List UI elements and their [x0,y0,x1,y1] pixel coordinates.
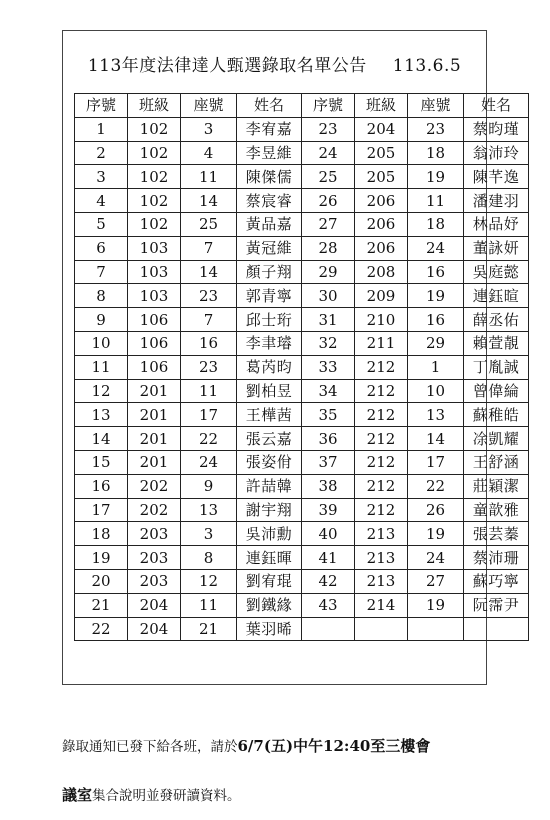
cell-serial: 6 [75,236,128,260]
column-header: 班級 [128,94,181,118]
cell-serial: 17 [75,498,128,522]
cell-seat: 23 [181,284,237,308]
cell-class: 202 [128,498,181,522]
cell-class: 213 [355,546,408,570]
cell-seat: 11 [181,379,237,403]
cell-seat: 3 [181,117,237,141]
cell-name: 郭青寧 [237,284,302,308]
cell-class: 103 [128,236,181,260]
column-header: 座號 [408,94,464,118]
cell-serial: 38 [302,474,355,498]
table-body [75,117,529,641]
cell-serial: 18 [75,522,128,546]
cell-name: 黃冠維 [237,236,302,260]
column-header: 姓名 [237,94,302,118]
cell-seat: 19 [408,522,464,546]
cell-class [355,617,408,641]
cell-name: 薛丞佑 [464,308,529,332]
table-row [75,260,529,284]
cell-class: 201 [128,427,181,451]
table-row [75,617,529,641]
cell-class: 204 [128,617,181,641]
cell-serial: 25 [302,165,355,189]
cell-name: 謝宇翔 [237,498,302,522]
cell-serial: 39 [302,498,355,522]
cell-seat: 11 [181,593,237,617]
cell-class: 206 [355,212,408,236]
table-row [75,498,529,522]
cell-class: 208 [355,260,408,284]
table-row [75,355,529,379]
column-header: 座號 [181,94,237,118]
cell-name: 劉鐵緣 [237,593,302,617]
admission-list-table [74,93,529,641]
table-row [75,284,529,308]
cell-seat: 14 [181,189,237,213]
cell-serial: 42 [302,569,355,593]
cell-serial: 11 [75,355,128,379]
notice-paragraph [62,722,502,820]
cell-name: 翁沛玲 [464,141,529,165]
cell-name: 童歆雅 [464,498,529,522]
cell-name: 葛芮昀 [237,355,302,379]
cell-serial: 1 [75,117,128,141]
cell-name: 邱士珩 [237,308,302,332]
cell-name: 董詠妍 [464,236,529,260]
notice-prefix: 錄取通知已發下給各班，請於 [62,739,238,755]
column-header: 姓名 [464,94,529,118]
cell-serial: 21 [75,593,128,617]
cell-seat: 22 [408,474,464,498]
cell-class: 205 [355,165,408,189]
cell-name: 陳傑儒 [237,165,302,189]
cell-name: 王舒涵 [464,450,529,474]
cell-serial: 4 [75,189,128,213]
cell-name: 蘇巧寧 [464,569,529,593]
cell-seat: 17 [181,403,237,427]
cell-name: 連鈺暄 [464,284,529,308]
cell-serial: 28 [302,236,355,260]
cell-class: 102 [128,189,181,213]
cell-seat: 19 [408,165,464,189]
cell-name: 許喆韓 [237,474,302,498]
table-row [75,569,529,593]
cell-serial: 7 [75,260,128,284]
cell-serial: 34 [302,379,355,403]
cell-seat: 19 [408,593,464,617]
cell-class: 201 [128,403,181,427]
cell-serial: 19 [75,546,128,570]
cell-seat: 9 [181,474,237,498]
cell-name: 賴萱靚 [464,331,529,355]
cell-name: 丁胤誠 [464,355,529,379]
cell-class: 201 [128,379,181,403]
cell-seat: 18 [408,212,464,236]
cell-seat: 12 [181,569,237,593]
cell-class: 213 [355,522,408,546]
cell-seat: 13 [181,498,237,522]
cell-seat: 11 [408,189,464,213]
cell-serial: 16 [75,474,128,498]
cell-serial: 32 [302,331,355,355]
cell-class: 106 [128,308,181,332]
cell-name: 蔡沛珊 [464,546,529,570]
cell-serial: 24 [302,141,355,165]
cell-seat: 23 [408,117,464,141]
cell-seat: 10 [408,379,464,403]
cell-name: 吳沛勳 [237,522,302,546]
cell-seat: 13 [408,403,464,427]
table-row [75,522,529,546]
cell-class: 201 [128,450,181,474]
cell-name: 蔡昀瑾 [464,117,529,141]
cell-seat: 7 [181,308,237,332]
table-row [75,189,529,213]
cell-serial: 35 [302,403,355,427]
table-row [75,331,529,355]
cell-class: 103 [128,260,181,284]
cell-class: 214 [355,593,408,617]
cell-name: 莊穎潔 [464,474,529,498]
table-row [75,474,529,498]
notice-time: 6/7(五)中午12:40至三樓會 [237,737,431,755]
cell-serial: 13 [75,403,128,427]
cell-class: 204 [128,593,181,617]
cell-seat: 24 [408,236,464,260]
cell-class: 202 [128,474,181,498]
column-header: 序號 [302,94,355,118]
table-row [75,593,529,617]
cell-name: 李聿璿 [237,331,302,355]
table-row [75,308,529,332]
cell-seat: 24 [408,546,464,570]
column-header: 序號 [75,94,128,118]
cell-seat: 24 [181,450,237,474]
cell-class: 203 [128,522,181,546]
cell-seat: 3 [181,522,237,546]
cell-serial: 30 [302,284,355,308]
table-row [75,212,529,236]
cell-serial: 3 [75,165,128,189]
cell-seat: 4 [181,141,237,165]
cell-serial: 14 [75,427,128,451]
cell-name: 凃凱耀 [464,427,529,451]
cell-class: 212 [355,450,408,474]
cell-serial: 37 [302,450,355,474]
cell-serial: 20 [75,569,128,593]
cell-serial: 5 [75,212,128,236]
cell-seat: 11 [181,165,237,189]
table-row [75,165,529,189]
cell-serial: 43 [302,593,355,617]
cell-name: 王樺茜 [237,403,302,427]
cell-serial: 9 [75,308,128,332]
cell-serial: 23 [302,117,355,141]
table-row [75,546,529,570]
table-row [75,450,529,474]
cell-seat: 7 [181,236,237,260]
cell-seat: 14 [408,427,464,451]
cell-name: 張云嘉 [237,427,302,451]
cell-seat: 19 [408,284,464,308]
cell-name: 林品妤 [464,212,529,236]
cell-class: 213 [355,569,408,593]
cell-serial: 22 [75,617,128,641]
cell-class: 204 [355,117,408,141]
table-row [75,427,529,451]
cell-seat: 16 [408,308,464,332]
cell-serial: 8 [75,284,128,308]
cell-name: 葉羽晞 [237,617,302,641]
cell-name: 李宥嘉 [237,117,302,141]
cell-name: 蘇稚皓 [464,403,529,427]
cell-seat: 18 [408,141,464,165]
cell-class: 203 [128,546,181,570]
cell-serial: 12 [75,379,128,403]
cell-class: 212 [355,355,408,379]
table-row [75,403,529,427]
cell-serial: 31 [302,308,355,332]
cell-serial: 29 [302,260,355,284]
cell-seat: 14 [181,260,237,284]
cell-seat: 16 [408,260,464,284]
cell-name: 劉柏昱 [237,379,302,403]
cell-name: 吳庭懿 [464,260,529,284]
cell-name: 黃品嘉 [237,212,302,236]
notice-place: 議室 [62,786,93,804]
cell-serial: 41 [302,546,355,570]
cell-name: 潘建羽 [464,189,529,213]
cell-name: 張芸蓁 [464,522,529,546]
cell-seat: 26 [408,498,464,522]
cell-name: 劉宥琨 [237,569,302,593]
cell-name: 曾偉綸 [464,379,529,403]
notice-suffix: 集合說明並發研讀資料。 [92,788,241,804]
cell-serial: 15 [75,450,128,474]
column-header: 班級 [355,94,408,118]
cell-seat: 22 [181,427,237,451]
cell-class: 211 [355,331,408,355]
cell-name: 蔡宸睿 [237,189,302,213]
cell-class: 102 [128,141,181,165]
table-row [75,141,529,165]
cell-class: 212 [355,403,408,427]
cell-seat: 21 [181,617,237,641]
cell-class: 103 [128,284,181,308]
cell-class: 210 [355,308,408,332]
cell-name [464,617,529,641]
cell-seat: 16 [181,331,237,355]
table-row [75,117,529,141]
cell-name: 顏子翔 [237,260,302,284]
cell-seat [408,617,464,641]
cell-class: 203 [128,569,181,593]
cell-class: 102 [128,212,181,236]
cell-class: 102 [128,117,181,141]
cell-serial: 36 [302,427,355,451]
cell-class: 206 [355,189,408,213]
table-row [75,236,529,260]
cell-serial [302,617,355,641]
table-row [75,379,529,403]
cell-seat: 8 [181,546,237,570]
cell-serial: 40 [302,522,355,546]
cell-name: 阮霈尹 [464,593,529,617]
cell-serial: 27 [302,212,355,236]
cell-name: 陳芊逸 [464,165,529,189]
cell-class: 106 [128,331,181,355]
cell-serial: 2 [75,141,128,165]
cell-seat: 1 [408,355,464,379]
cell-serial: 33 [302,355,355,379]
cell-seat: 29 [408,331,464,355]
cell-name: 李昱維 [237,141,302,165]
cell-class: 102 [128,165,181,189]
cell-name: 張姿佾 [237,450,302,474]
cell-seat: 25 [181,212,237,236]
cell-serial: 26 [302,189,355,213]
page-title [63,51,486,76]
cell-class: 106 [128,355,181,379]
cell-class: 212 [355,427,408,451]
cell-seat: 23 [181,355,237,379]
cell-class: 209 [355,284,408,308]
cell-class: 212 [355,498,408,522]
cell-class: 206 [355,236,408,260]
cell-seat: 27 [408,569,464,593]
title-text: 113年度法律達人甄選錄取名單公告 [87,56,367,76]
cell-class: 212 [355,379,408,403]
title-date: 113.6.5 [392,56,462,76]
cell-serial: 10 [75,331,128,355]
cell-seat: 17 [408,450,464,474]
cell-name: 連鈺暉 [237,546,302,570]
cell-class: 212 [355,474,408,498]
cell-class: 205 [355,141,408,165]
table-header-row [75,94,529,118]
